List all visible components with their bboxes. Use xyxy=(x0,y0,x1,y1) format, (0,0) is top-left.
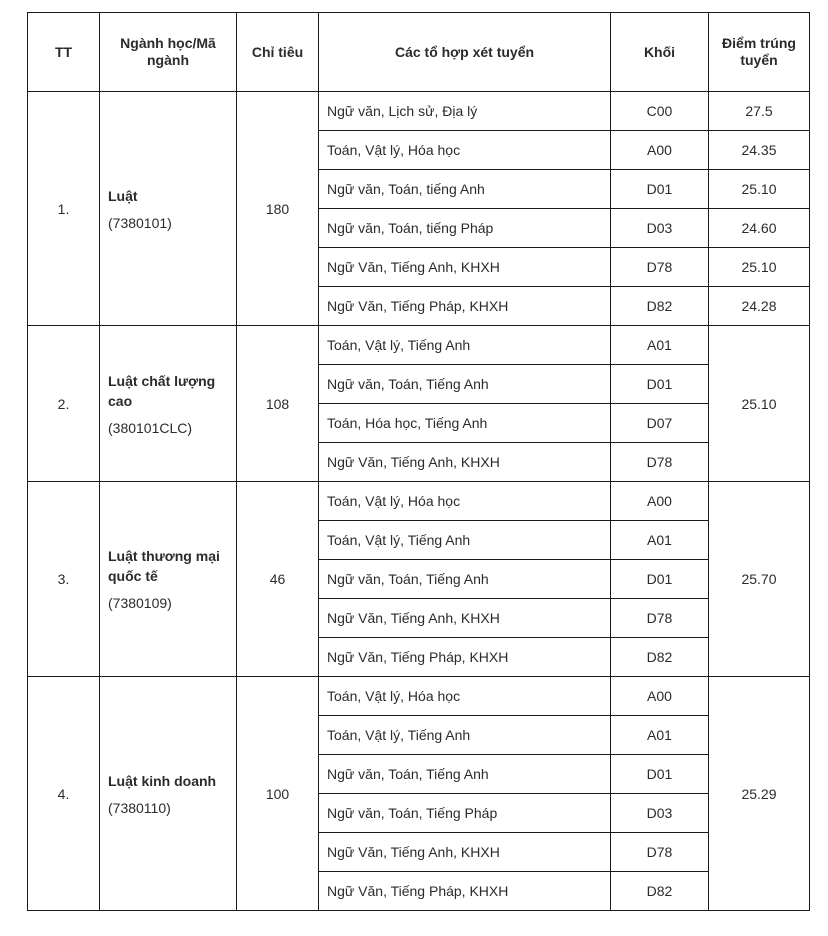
combo-block: D03 xyxy=(611,209,709,248)
score-cell: 24.60 xyxy=(709,209,810,248)
combo-block: D78 xyxy=(611,599,709,638)
combo-block: D07 xyxy=(611,404,709,443)
major-name: Luật kinh doanh xyxy=(108,772,217,789)
major-code: (7380109) xyxy=(108,595,172,611)
row-number: 3. xyxy=(28,482,100,677)
combo-block: A01 xyxy=(611,521,709,560)
combo-block: D82 xyxy=(611,287,709,326)
score-cell: 24.35 xyxy=(709,131,810,170)
score-cell: 25.29 xyxy=(709,677,810,911)
combo-subjects: Ngữ văn, Toán, tiếng Anh xyxy=(319,170,611,209)
combo-block: D82 xyxy=(611,872,709,911)
combo-subjects: Ngữ Văn, Tiếng Anh, KHXH xyxy=(319,833,611,872)
combo-subjects: Toán, Vật lý, Hóa học xyxy=(319,482,611,521)
quota-cell: 180 xyxy=(237,92,319,326)
header-combos: Các tổ hợp xét tuyển xyxy=(319,13,611,92)
major-code: (380101CLC) xyxy=(108,419,193,436)
combo-subjects: Ngữ Văn, Tiếng Pháp, KHXH xyxy=(319,638,611,677)
score-cell: 25.10 xyxy=(709,248,810,287)
table-row xyxy=(28,92,810,131)
combo-block: A00 xyxy=(611,131,709,170)
major-cell xyxy=(100,326,237,482)
major-cell xyxy=(100,677,237,911)
combo-subjects: Toán, Hóa học, Tiếng Anh xyxy=(319,404,611,443)
score-cell: 25.70 xyxy=(709,482,810,677)
table-header-row xyxy=(28,13,810,92)
header-tt: TT xyxy=(28,13,100,92)
combo-block: D01 xyxy=(611,365,709,404)
combo-subjects: Ngữ văn, Toán, Tiếng Anh xyxy=(319,755,611,794)
header-block: Khối xyxy=(611,13,709,92)
combo-block: A00 xyxy=(611,482,709,521)
combo-subjects: Toán, Vật lý, Hóa học xyxy=(319,131,611,170)
score-cell: 25.10 xyxy=(709,170,810,209)
table-row xyxy=(28,482,810,521)
combo-subjects: Toán, Vật lý, Tiếng Anh xyxy=(319,521,611,560)
combo-subjects: Ngữ văn, Toán, Tiếng Pháp xyxy=(319,794,611,833)
major-name: Luật thương mại quốc tế xyxy=(108,548,220,584)
header-major: Ngành học/Mã ngành xyxy=(100,13,237,92)
combo-block: D78 xyxy=(611,443,709,482)
combo-block: C00 xyxy=(611,92,709,131)
header-quota: Chỉ tiêu xyxy=(237,13,319,92)
combo-subjects: Ngữ Văn, Tiếng Anh, KHXH xyxy=(319,443,611,482)
combo-subjects: Toán, Vật lý, Tiếng Anh xyxy=(319,716,611,755)
combo-block: D78 xyxy=(611,833,709,872)
combo-block: A01 xyxy=(611,716,709,755)
row-number: 1. xyxy=(28,92,100,326)
combo-block: A00 xyxy=(611,677,709,716)
combo-block: D01 xyxy=(611,560,709,599)
quota-cell: 108 xyxy=(237,326,319,482)
major-cell xyxy=(100,482,237,677)
quota-cell: 46 xyxy=(237,482,319,677)
combo-block: A01 xyxy=(611,326,709,365)
combo-subjects: Ngữ Văn, Tiếng Anh, KHXH xyxy=(319,248,611,287)
combo-subjects: Ngữ văn, Toán, Tiếng Anh xyxy=(319,560,611,599)
score-cell: 27.5 xyxy=(709,92,810,131)
quota-cell: 100 xyxy=(237,677,319,911)
major-code: (7380110) xyxy=(108,799,171,816)
combo-block: D03 xyxy=(611,794,709,833)
combo-subjects: Ngữ văn, Toán, Tiếng Anh xyxy=(319,365,611,404)
combo-subjects: Ngữ Văn, Tiếng Anh, KHXH xyxy=(319,599,611,638)
combo-subjects: Toán, Vật lý, Tiếng Anh xyxy=(319,326,611,365)
combo-subjects: Ngữ văn, Toán, tiếng Pháp xyxy=(319,209,611,248)
combo-subjects: Ngữ văn, Lịch sử, Địa lý xyxy=(319,92,611,131)
major-name: Luật xyxy=(108,187,138,204)
table-row xyxy=(28,326,810,365)
score-cell: 24.28 xyxy=(709,287,810,326)
combo-subjects: Ngữ Văn, Tiếng Pháp, KHXH xyxy=(319,872,611,911)
header-score: Điểm trúng tuyển xyxy=(709,13,810,92)
combo-block: D82 xyxy=(611,638,709,677)
table-row xyxy=(28,677,810,716)
combo-block: D01 xyxy=(611,755,709,794)
score-cell: 25.10 xyxy=(709,326,810,482)
admission-score-table xyxy=(27,12,810,911)
major-cell xyxy=(100,92,237,326)
combo-block: D01 xyxy=(611,170,709,209)
combo-subjects: Toán, Vật lý, Hóa học xyxy=(319,677,611,716)
major-name: Luật chất lượng cao xyxy=(108,372,216,409)
row-number: 2. xyxy=(28,326,100,482)
combo-block: D78 xyxy=(611,248,709,287)
major-code: (7380101) xyxy=(108,214,172,231)
row-number: 4. xyxy=(28,677,100,911)
combo-subjects: Ngữ Văn, Tiếng Pháp, KHXH xyxy=(319,287,611,326)
